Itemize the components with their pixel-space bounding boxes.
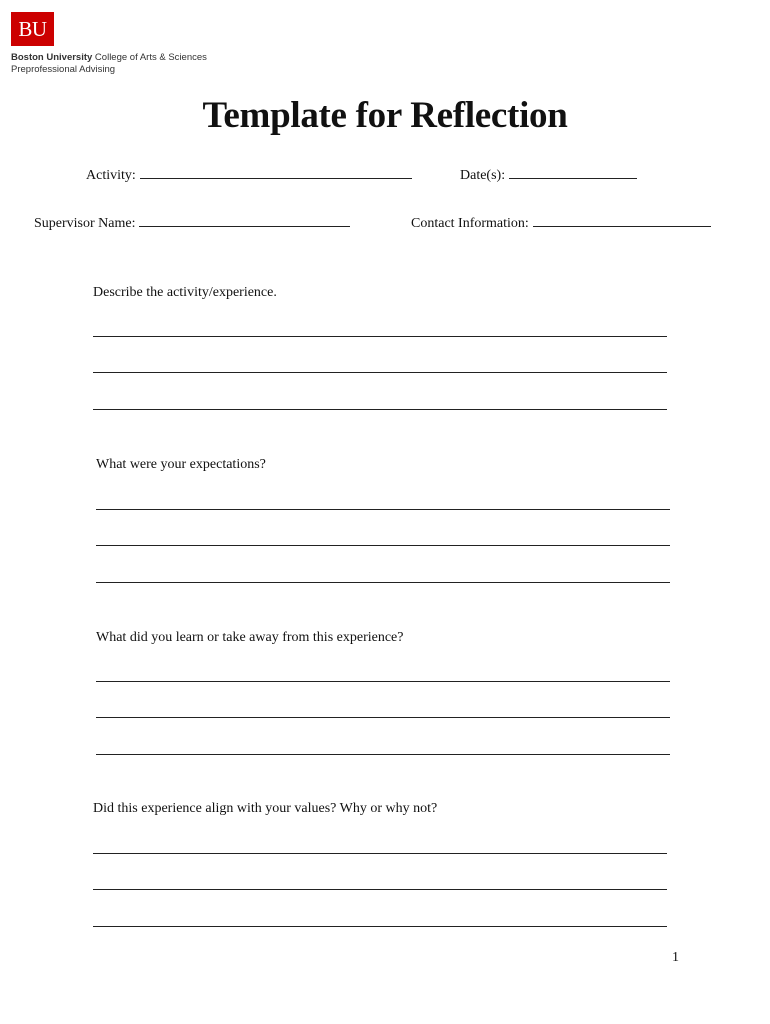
contact-label: Contact Information:: [411, 216, 529, 231]
supervisor-label: Supervisor Name:: [34, 216, 136, 231]
question-3: What did you learn or take away from this experience?: [96, 630, 404, 645]
dates-field: [460, 166, 637, 184]
dates-input[interactable]: [509, 166, 637, 179]
college-name: College of Arts & Sciences: [92, 52, 207, 63]
answer-line[interactable]: [96, 754, 670, 755]
answer-line[interactable]: [96, 681, 670, 682]
answer-line[interactable]: [96, 545, 670, 546]
supervisor-field: [34, 214, 350, 232]
answer-line[interactable]: [93, 372, 667, 373]
answer-line[interactable]: [93, 336, 667, 337]
department-name: Preprofessional Advising: [11, 64, 116, 75]
supervisor-input[interactable]: [139, 214, 350, 227]
activity-input[interactable]: [140, 166, 412, 179]
bu-logo: [11, 12, 54, 46]
page-number: 1: [672, 950, 679, 965]
answer-line[interactable]: [93, 889, 667, 890]
question-2: What were your expectations?: [96, 457, 266, 472]
activity-field: [86, 166, 412, 184]
question-4: Did this experience align with your values? Why or why not?: [93, 801, 438, 816]
activity-label: Activity:: [86, 168, 136, 183]
answer-line[interactable]: [93, 926, 667, 927]
answer-line[interactable]: [93, 853, 667, 854]
page-title: Template for Reflection: [202, 95, 568, 136]
contact-input[interactable]: [533, 214, 711, 227]
org-name: [11, 52, 207, 63]
university-name: Boston University: [11, 52, 93, 63]
answer-line[interactable]: [96, 509, 670, 510]
answer-line[interactable]: [96, 582, 670, 583]
contact-field: [411, 214, 711, 232]
answer-line[interactable]: [96, 717, 670, 718]
dates-label: Date(s):: [460, 168, 506, 183]
answer-line[interactable]: [93, 409, 667, 410]
bu-logo-text: BU: [18, 16, 47, 41]
question-1: Describe the activity/experience.: [93, 285, 277, 300]
